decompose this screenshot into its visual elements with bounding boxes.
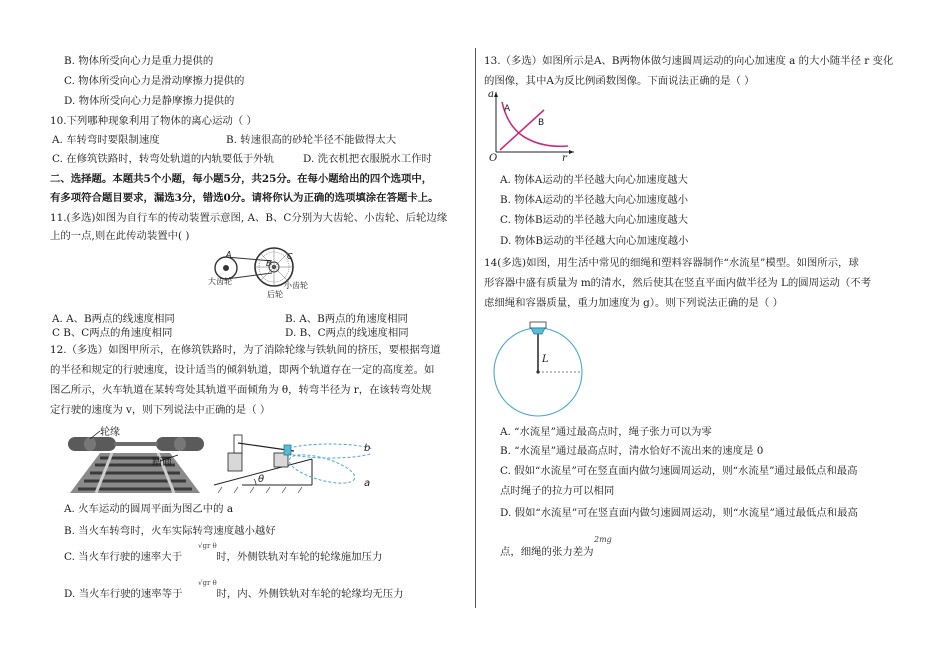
q13-option-a: A. 物体A运动的半径越大向心加速度越大 (500, 174, 688, 186)
q11-option-d: D. B、C两点的线速度相同 (285, 327, 409, 339)
q14-option-c-cont: 点时绳子的拉力可以相同 (500, 485, 615, 497)
q12-option-d-pre: D. 当火车行驶的速率等于 (64, 588, 183, 600)
bicycle-transmission-figure (204, 244, 300, 302)
q11-option-a: A. A、B两点的线速度相同 (52, 313, 175, 325)
q10-option-d: D. 洗衣机把衣服脱水工作时 (303, 153, 432, 165)
banked-track-figure (212, 425, 372, 497)
train-wheel-track-figure (60, 423, 210, 493)
fig12-label-tread: 踏面 (152, 457, 172, 468)
q10-option-b: B. 转速很高的砂轮半径不能做得太大 (226, 134, 397, 146)
q12-stem-4: 定行驶的速度为 v，则下列说法中正确的是（ ） (50, 404, 271, 416)
q9-option-b: B. 物体所受向心力是重力提供的 (64, 55, 214, 67)
section-2-heading: 二、选择题。本题共5个小题，每小题5分，共25分。在每小题给出的四个选项中， (50, 173, 433, 185)
q14-stem-1: 14(多选)如图，用生活中常见的细绳和塑料容器制作“水流星”模型。如图所示，球 (484, 257, 859, 269)
water-meteor-figure (482, 316, 594, 422)
q10-option-a: A. 车转弯时要限制速度 (52, 134, 160, 146)
fig11-label-a: A (226, 250, 232, 259)
q13-stem-2: 的图像，其中A为反比例函数图像。下面说法正确的是（ ） (484, 75, 755, 87)
q12-option-c (64, 550, 382, 564)
fig11-label-rear-wheel: 后轮 (267, 290, 283, 299)
q12-stem-3: 图乙所示，火车轨道在某转弯处其轨道平面倾角为 θ，转弯半径为 r，在该转弯处规 (50, 384, 432, 396)
q14-option-b: B. “水流星”通过最高点时，清水恰好不流出来的速度是 0 (500, 445, 764, 457)
q12-option-c-post: 时，外侧铁轨对车轮的轮缘施加压力 (216, 551, 383, 563)
q13-stem-1: 13.（多选）如图所示是A、B两物体做匀速圆周运动的向心加速度 a 的大小随半径 r 变化 (484, 55, 894, 67)
acceleration-radius-graph (486, 88, 578, 160)
q13-option-d: D. 物体B运动的半径越大向心加速度越小 (500, 235, 689, 247)
q12-option-d-post: 时，内、外侧铁轨对车轮的轮缘均无压力 (216, 588, 404, 600)
q13-option-c: C. 物体B运动的半径越大向心加速度越大 (500, 214, 689, 226)
q14-option-d: D. 假如“水流星”可在竖直面内做匀速圆周运动，则“水流星”通过最低点和最高 (500, 507, 858, 519)
q12-option-c-pre: C. 当火车行驶的速率大于 (64, 551, 183, 563)
graph-origin-label: O (489, 153, 498, 164)
q12-stem-1: 12.（多选）如图甲所示，在修筑铁路时，为了消除轮缘与铁轨间的挤压，要根据弯道 (50, 344, 441, 356)
fig11-label-b: B (266, 259, 272, 268)
fig12-label-b: b (364, 443, 371, 454)
q14-option-d-formula: 2mg (594, 535, 612, 544)
graph-curve-a-label: A (504, 104, 511, 114)
fig11-label-small-gear: 小齿轮 (284, 281, 308, 290)
fig11-label-c: C (287, 252, 293, 261)
fig14-label-l: L (542, 354, 549, 365)
graph-x-label: r (562, 153, 567, 164)
q10-option-c: C. 在修筑铁路时，转弯处轨道的内轨要低于外轨 (52, 153, 274, 165)
q14-option-c: C. 假如“水流星”可在竖直面内做匀速圆周运动，则“水流星”通过最低点和最高 (500, 465, 858, 477)
fig12-label-theta: θ (258, 474, 265, 485)
q12-option-b: B. 当火车转弯时，火车实际转弯速度越小越好 (64, 525, 276, 537)
fig12-label-a: a (364, 478, 371, 489)
q12-option-c-formula: √gr θ (198, 542, 217, 550)
fig12-label-flange: 轮缘 (100, 427, 120, 438)
q12-option-a: A. 火车运动的圆周平面为图乙中的 a (64, 503, 234, 515)
q12-stem-2: 的半径和规定的行驶速度，设计适当的倾斜轨道，即两个轨道存在一定的高度差。如 (50, 364, 435, 376)
q11-option-c: C B、C两点的角速度相同 (52, 327, 173, 339)
q10-stem: 10.下列哪种现象利用了物体的离心运动（ ） (50, 115, 257, 127)
q12-option-d-formula: √gr θ (198, 579, 217, 587)
q14-stem-2: 形容器中盛有质量为 m的清水，然后使其在竖直平面内做半径为 L的圆周运动（不考 (484, 277, 872, 289)
fig11-label-big-gear: 大齿轮 (208, 277, 232, 286)
q14-option-a: A. “水流星”通过最高点时，绳子张力可以为零 (500, 426, 712, 438)
q13-option-b: B. 物体A运动的半径越大向心加速度越小 (500, 194, 688, 206)
q11-stem-2: 上的一点,则在此传动装置中( ) (50, 230, 190, 242)
q12-option-d (64, 587, 404, 601)
q14-stem-3: 虑细绳和容器质量，重力加速度为 g）。则下列说法正确的是（ ） (484, 297, 783, 309)
q14-option-d-cont: 点，细绳的张力差为 (500, 546, 594, 558)
q11-stem-1: 11.(多选)如图为自行车的传动装置示意图, A、B、C分别为大齿轮、小齿轮、后轮边缘 (50, 212, 448, 224)
graph-line-b-label: B (538, 118, 545, 128)
column-divider (475, 48, 476, 608)
graph-y-label: a (488, 89, 494, 100)
section-2-heading-cont: 有多项符合题目要求，漏选3分，错选0分。请将你认为正确的选项填涂在答题卡上。 (50, 192, 439, 204)
q9-option-c: C. 物体所受向心力是滑动摩擦力提供的 (64, 75, 245, 87)
q11-option-b: B. A、B两点的角速度相同 (285, 313, 408, 325)
q9-option-d: D. 物体所受向心力是静摩擦力提供的 (64, 95, 235, 107)
